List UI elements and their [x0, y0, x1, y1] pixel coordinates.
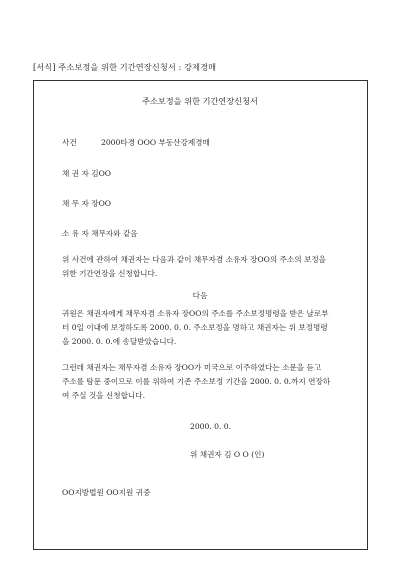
paragraph-2-line-2: 주소를 탐문 중이므로 이를 위하여 기존 주소보정 기간을 2000. 0. 0.까지 연장하 — [62, 377, 331, 386]
paragraph-2-line-1: 그런데 채권자는 채무자겸 소유자 장OO가 미국으로 이주하였다는 소문을 듣고 — [62, 363, 322, 372]
paragraph-1-line-3: 을 2000. 0. 0.에 송달받았습니다. — [62, 337, 177, 346]
section-heading: 다음 — [192, 291, 208, 300]
intro-line-1: 위 사건에 관하여 채권자는 다음과 같이 채무자겸 소유자 장OO의 주소의 보정을 — [62, 255, 326, 264]
document-title: 주소보정을 위한 기간연장신청서 — [142, 96, 258, 106]
paragraph-1-line-1: 귀원은 채권자에게 채무자겸 소유자 장OO의 주소를 주소보정명령을 받은 날로부 — [62, 309, 329, 318]
case-value: 2000타경 OOO 부동산강제경매 — [101, 138, 210, 147]
debtor-line: 채 무 자 장OO — [62, 199, 112, 208]
paragraph-1-line-2: 터 0일 이내에 보정하도록 2000. 0. 0. 주소보정을 명하고 채권자는 위 보정명령 — [62, 323, 328, 332]
creditor-line: 채 권 자 김OO — [62, 169, 112, 178]
date-line: 2000. 0. 0. — [190, 422, 232, 431]
case-label: 사건 — [62, 138, 77, 147]
owner-line: 소 유 자 채무자와 같음 — [62, 229, 138, 238]
paragraph-2-line-3: 여 주실 것을 신청합니다. — [62, 391, 146, 400]
form-label: [서식] 주소보정을 위한 기간연장신청서 : 강제경매 — [33, 62, 217, 72]
court-addressee: OO지방법원 OO지원 귀중 — [62, 488, 151, 497]
signature-line: 위 채권자 김 O O (인) — [190, 450, 265, 459]
intro-line-2: 위한 기간연장을 신청합니다. — [62, 269, 158, 278]
